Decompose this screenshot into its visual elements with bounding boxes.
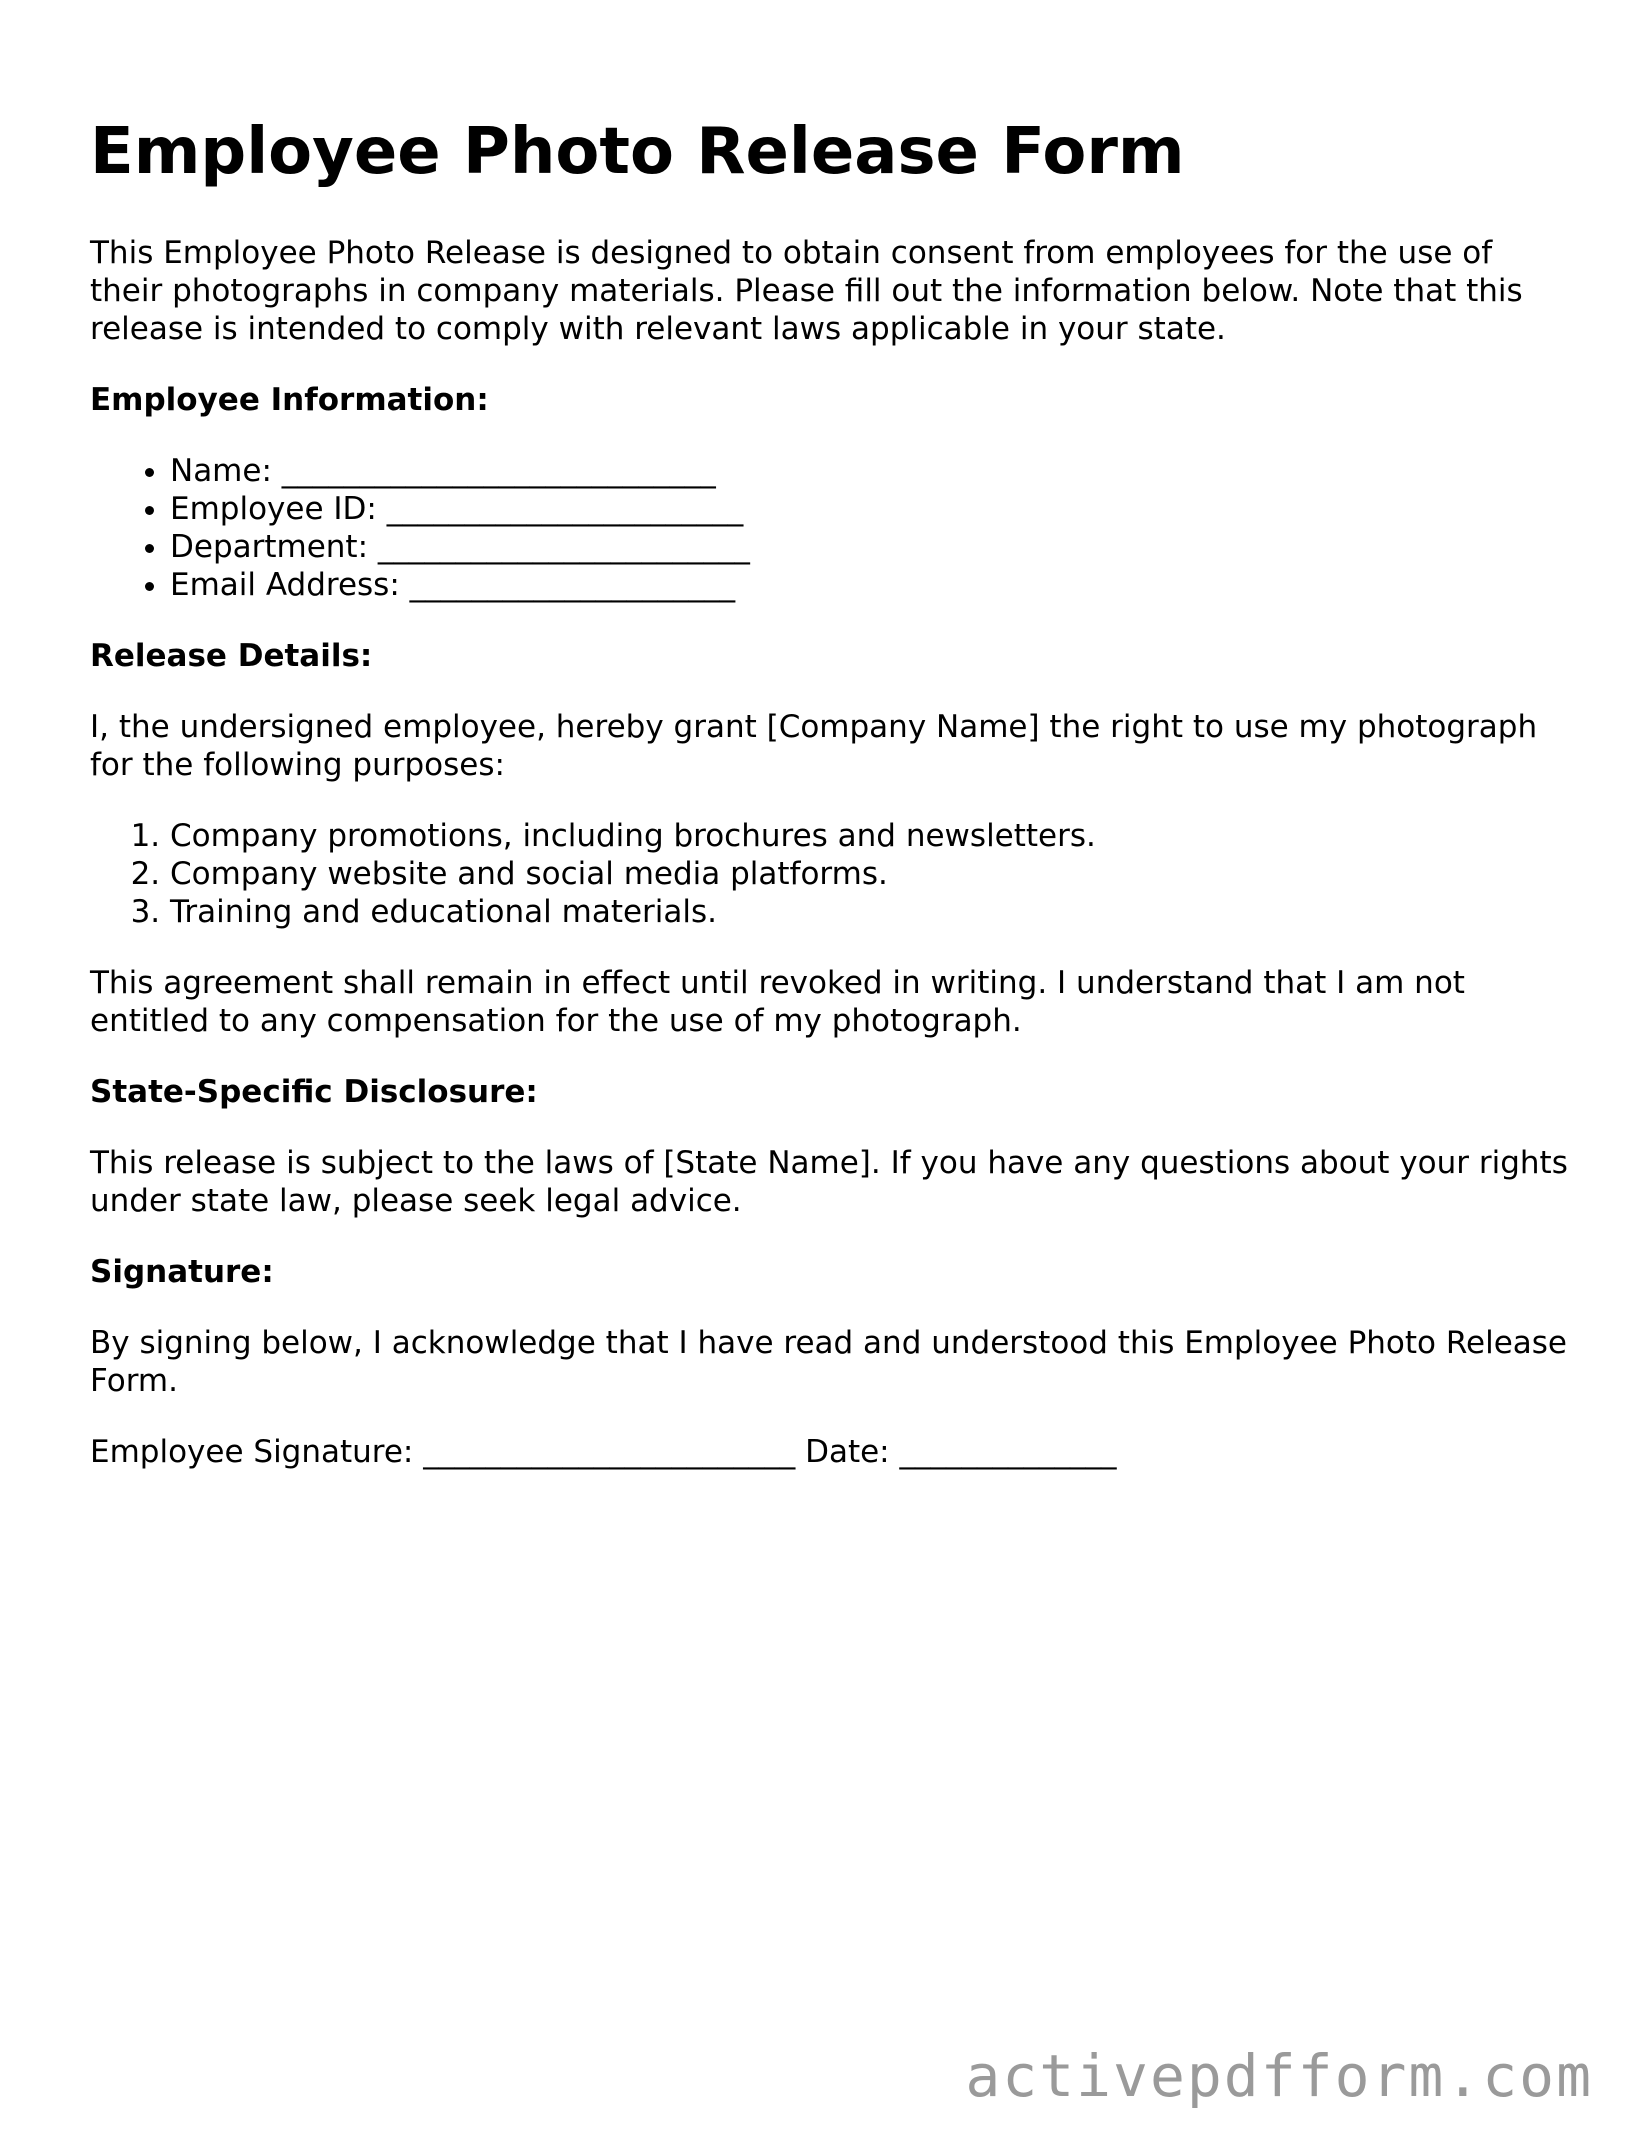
- state-disclosure-heading: State-Specific Disclosure:: [90, 1074, 538, 1110]
- employee-info-heading: Employee Information:: [90, 382, 489, 418]
- department-field[interactable]: • Department: ________________________: [170, 528, 1570, 566]
- purpose-item: 3. Training and educational materials.: [170, 893, 1570, 931]
- employee-info-list: [90, 452, 1570, 604]
- employee-id-field[interactable]: • Employee ID: _______________________: [170, 490, 1570, 528]
- signature-heading: Signature:: [90, 1254, 274, 1290]
- email-address-field[interactable]: • Email Address: _____________________: [170, 566, 1570, 604]
- signature-date-line[interactable]: Employee Signature: ________________________ Date: ______________: [90, 1434, 1117, 1470]
- purpose-item: 2. Company website and social media platforms.: [170, 855, 1570, 893]
- agreement-paragraph: This agreement shall remain in effect until revoked in writing. I understand that I am not entitled to any compensation for the use of my photograph.: [90, 965, 1465, 1039]
- release-details-paragraph: I, the undersigned employee, hereby grant [Company Name] the right to use my photograph for the following purposes:: [90, 709, 1538, 783]
- purpose-item: 1. Company promotions, including brochures and newsletters.: [170, 817, 1570, 855]
- release-details-heading: Release Details:: [90, 638, 373, 674]
- document-title: Employee Photo Release Form: [90, 115, 1185, 189]
- state-disclosure-paragraph: This release is subject to the laws of [State Name]. If you have any questions about your rights under state law, please seek legal advice.: [90, 1145, 1568, 1219]
- name-field[interactable]: • Name: ____________________________: [170, 452, 1570, 490]
- document-page: [90, 112, 1570, 1471]
- signature-paragraph: By signing below, I acknowledge that I have read and understood this Employee Photo Release Form.: [90, 1325, 1567, 1399]
- intro-paragraph: This Employee Photo Release is designed to obtain consent from employees for the use of their photographs in company materials. Please fill out the information below. Note that this release is intended to comply with relevant laws applicable in your state.: [90, 235, 1523, 347]
- purposes-list: [90, 817, 1570, 931]
- watermark: activepdfform.com: [965, 2042, 1593, 2110]
